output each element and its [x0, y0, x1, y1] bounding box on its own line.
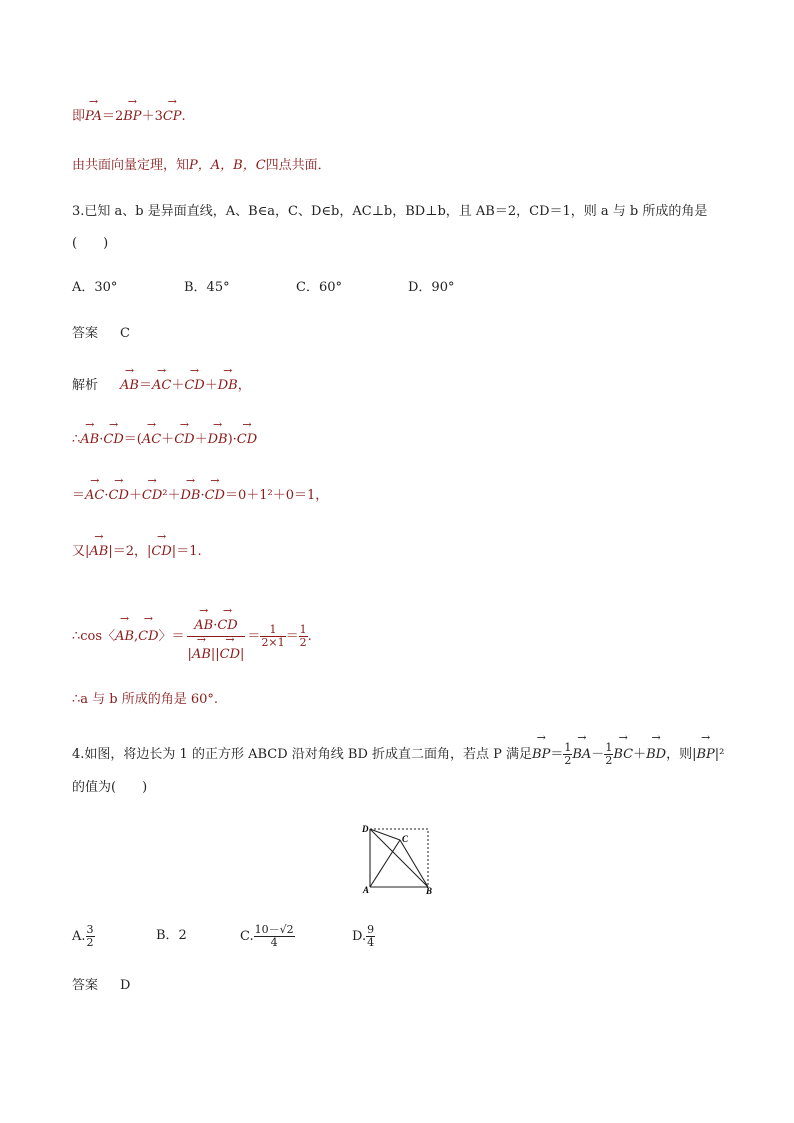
edge-db [370, 829, 428, 887]
q4-stem-line-2: 的值为( ) [72, 780, 148, 795]
q3-conclusion: ∴a 与 b 所成的角是 60°. [72, 692, 219, 707]
q4-stem-line-1: 4.如图，将边长为 1 的正方形 ABCD 沿对角线 BD 折成直二面角，若点 P 满足→ BP＝ $\frac{1}{2}$ → BA－ $\frac{1}{2}$ → BC＋→ BD，则|→ BP|² [72, 742, 724, 767]
q3-option-c: C．60° [296, 280, 342, 295]
q4-option-c: C. $\frac{10-√2}{4}$ [240, 923, 294, 949]
q3-analysis-line-4: 又|→ AB|＝2，|→ CD|＝1. [72, 542, 202, 562]
q4-answer: 答案 D [72, 978, 131, 993]
q3-blank: ( ) [72, 236, 109, 251]
prev-line-1: 即→ PA＝2→ BP＋3→ CP. [72, 107, 186, 127]
label-a: A [363, 885, 370, 895]
folded-square-figure [356, 818, 440, 902]
q3-analysis-line-1: 解析→ AB＝→ AC＋→ CD＋→ DB， [72, 376, 251, 396]
q3-cos-formula: ∴cos〈→ AB,→ CD〉＝ → $\frac{AB\cdot\to CD}{|\to AB||\to CD|}$ ＝ $\frac{1}{2\times 1}$ ＝ $\frac{1}{2}$ . [72, 608, 312, 665]
edge-dc [370, 829, 400, 840]
q4-option-d: D. $\frac{9}{4}$ [352, 923, 375, 949]
q4-option-b: B．2 [156, 928, 187, 943]
q3-analysis-line-2: ∴→ AB·→ CD＝(→ AC＋→ CD＋→ DB)·→ CD [72, 430, 257, 450]
q3-stem: 3.已知 a、b 是异面直线，A、B∈a，C、D∈b，AC⊥b，BD⊥b，且 AB＝2，CD＝1，则 a 与 b 所成的角是 [72, 204, 708, 219]
label-c: C [402, 834, 409, 844]
edge-ac [370, 840, 400, 887]
label-b: B [426, 886, 433, 896]
q3-option-a: A．30° [72, 280, 118, 295]
q3-option-b: B．45° [184, 280, 230, 295]
label-d: D [362, 824, 369, 834]
q3-answer: 答案 C [72, 326, 130, 341]
q4-option-a: A. $\frac{3}{2}$ [72, 923, 94, 949]
q3-analysis-line-3: ＝→ AC·→ CD＋→ CD²＋→ DB·→ CD＝0＋1²＋0＝1， [72, 486, 328, 506]
prev-line-2: 由共面向量定理，知P，A，B，C四点共面． [72, 158, 331, 173]
q3-option-d: D．90° [408, 280, 455, 295]
